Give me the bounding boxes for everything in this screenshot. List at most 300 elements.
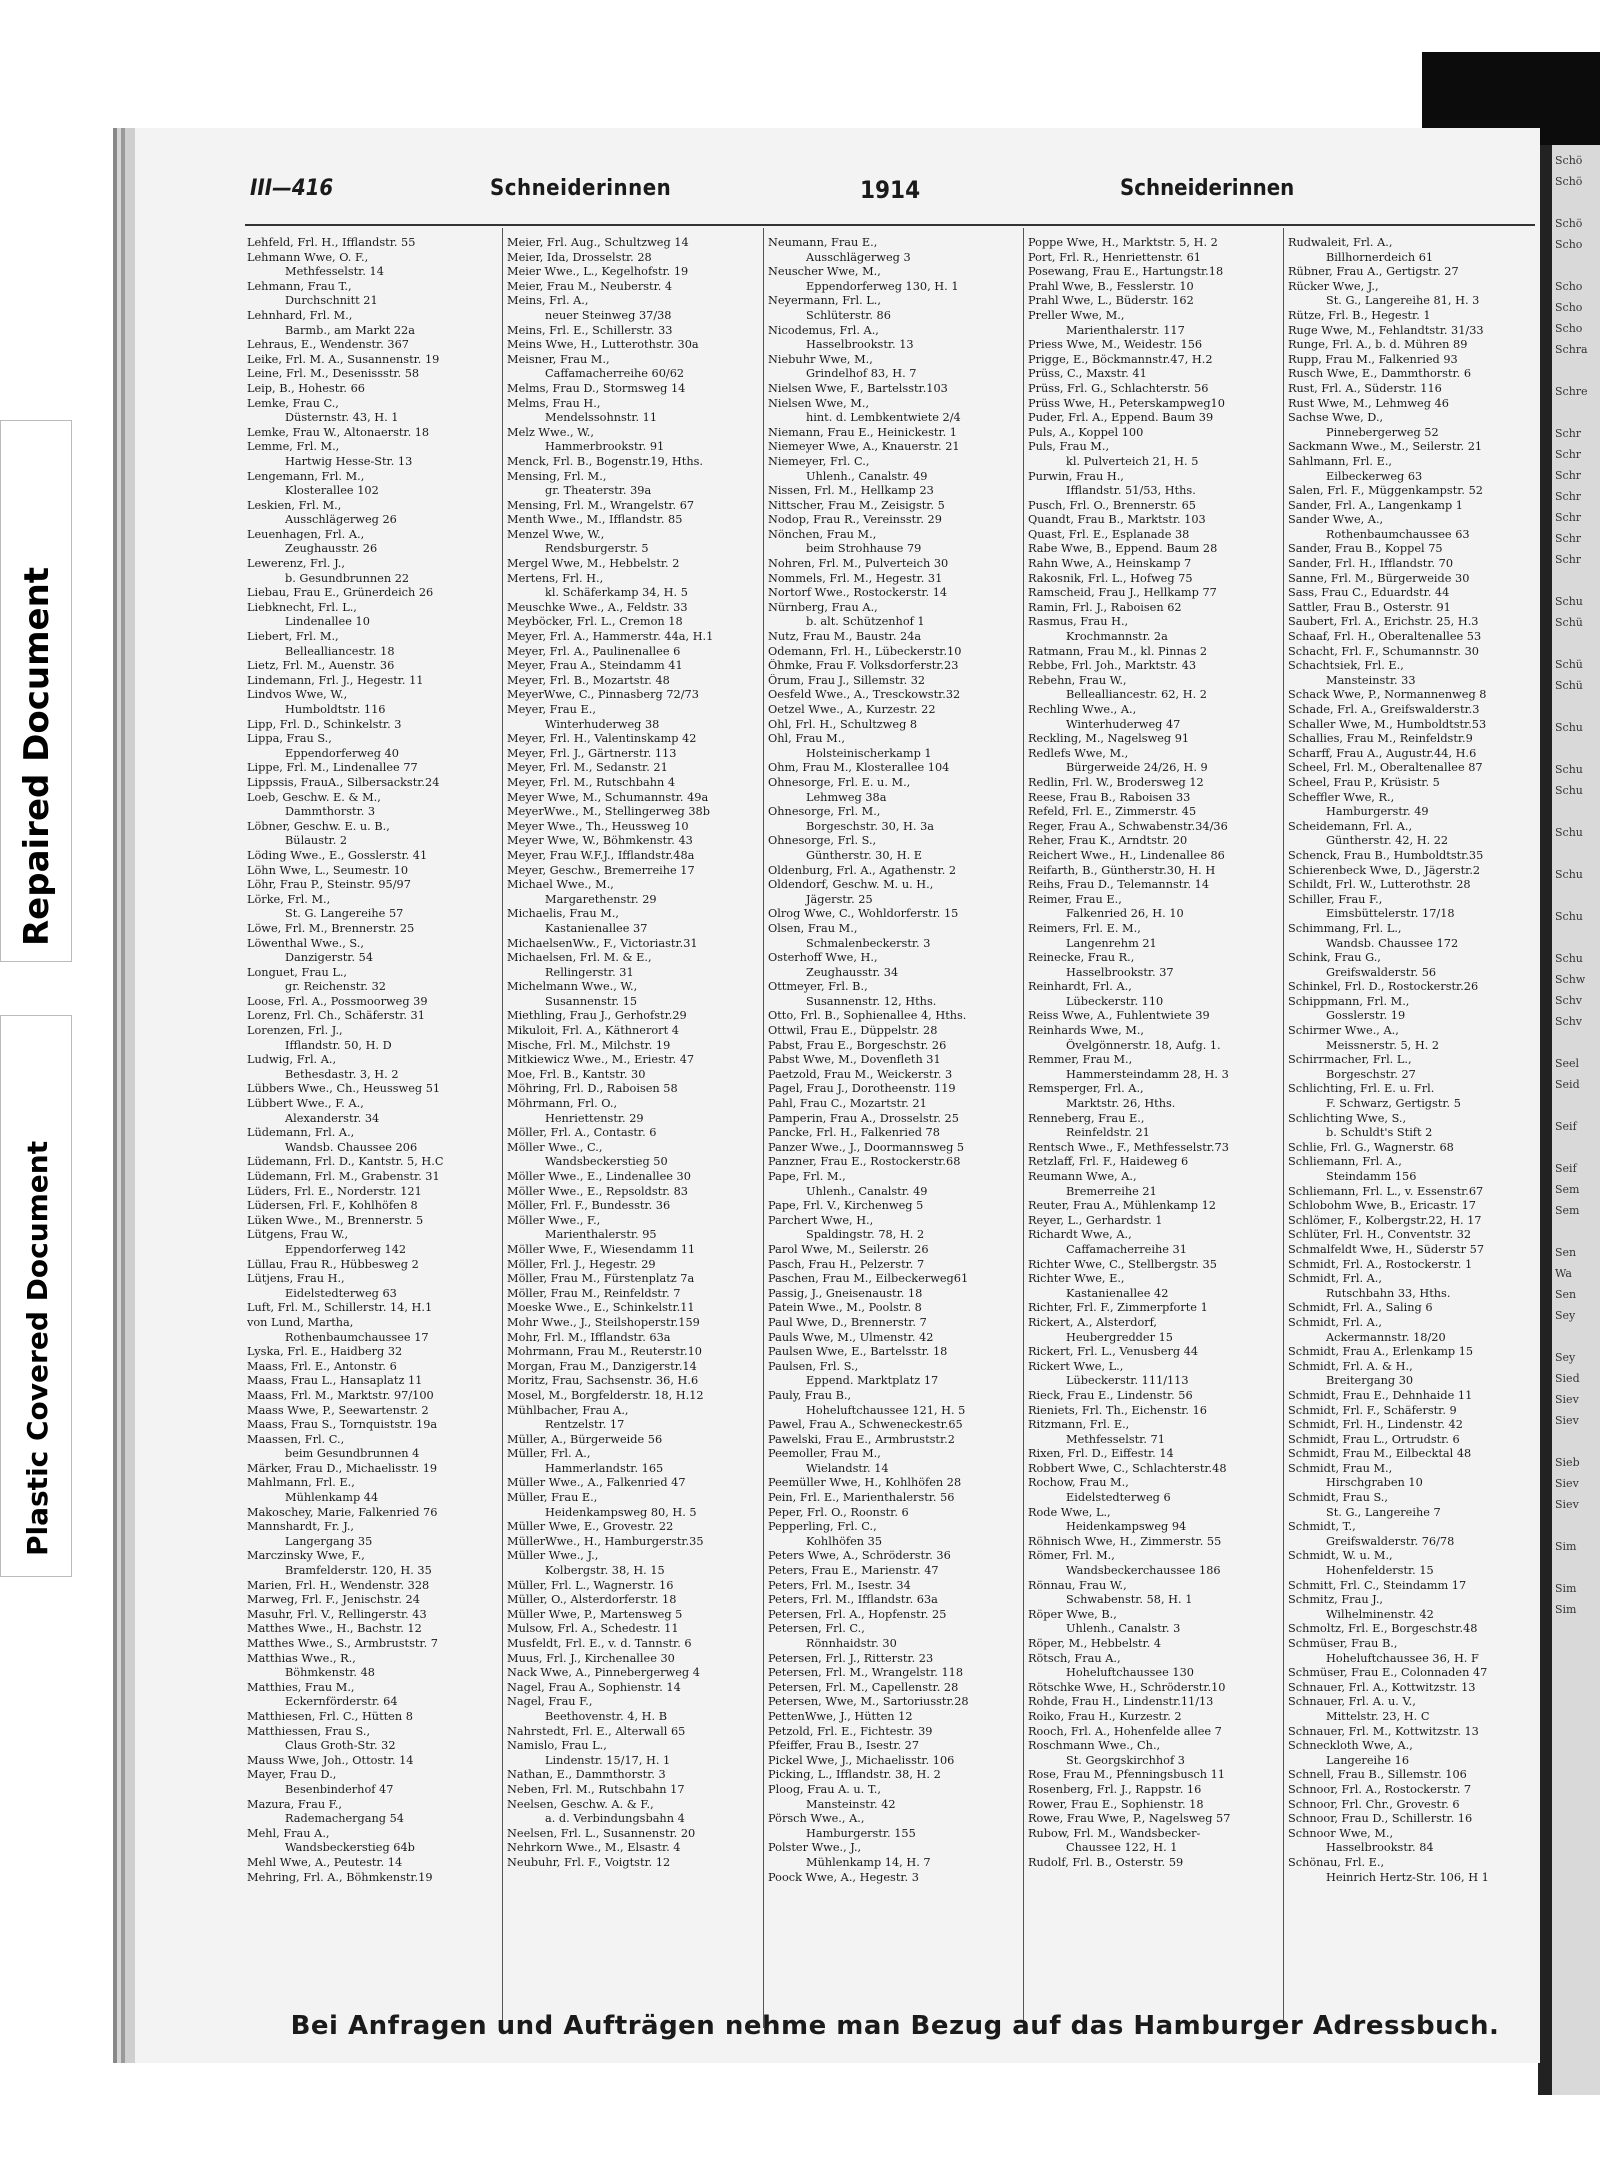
entry-name-line: Osterhoff Wwe, H., — [768, 951, 878, 965]
entry-name-line: Schnoor, Frl. Chr., Grovestr. 6 — [1288, 1797, 1460, 1811]
entry-name-line: Rakosnik, Frl. L., Hofweg 75 — [1028, 571, 1193, 585]
entry-name-line: Retzlaff, Frl. F., Haideweg 6 — [1028, 1155, 1189, 1169]
entry-address-line: Langergang 35 — [285, 1534, 373, 1548]
entry-name-line: Meyer, Frl. J., Gärtnerstr. 113 — [507, 746, 677, 760]
entry-name-line: Lüdemann, Frl. M., Grabenstr. 31 — [247, 1170, 440, 1183]
entry-address-line: Güntherstr. 42, H. 22 — [1326, 834, 1449, 848]
entry-name-line: Mertens, Frl. H., — [507, 571, 604, 585]
entry-name-line: Prüss Wwe, H., Peterskampweg10 — [1028, 396, 1225, 410]
entry-name-line: Reinecke, Frau R., — [1028, 951, 1135, 965]
entry-name-line: Schlie, Frl. G., Wagnerstr. 68 — [1288, 1140, 1454, 1154]
entry-address-line: St. G., Langereihe 7 — [1326, 1505, 1441, 1519]
entry-name-line: Quandt, Frau B., Marktstr. 103 — [1028, 513, 1206, 527]
entry-name-line: Müller, Frl. L., Wagnerstr. 16 — [507, 1578, 674, 1592]
entry-name-line: Schönau, Frl. E., — [1288, 1855, 1385, 1869]
entry-name-line: Schack Wwe, P., Normannenweg 8 — [1288, 688, 1487, 702]
entry-name-line: Schnoor, Frl. A., Rostockerstr. 7 — [1288, 1782, 1472, 1796]
entry-name-line: Meyer, Frl. A., Paulinenallee 6 — [507, 644, 681, 658]
entry-address-line: Spaldingstr. 78, H. 2 — [806, 1228, 925, 1242]
entry-name-line: Rieniets, Frl. Th., Eichenstr. 16 — [1028, 1403, 1207, 1417]
plastic-covered-text: Plastic Covered Document — [21, 1140, 54, 1556]
facing-page-line: Sim — [1555, 1540, 1577, 1553]
entry-name-line: Möhring, Frl. D., Raboisen 58 — [507, 1082, 678, 1096]
entry-name-line: Nürnberg, Frau A., — [768, 600, 878, 614]
entry-name-line: Schnauer, Frl. M., Kottwitzstr. 13 — [1288, 1724, 1479, 1738]
entry-name-line: Schacht, Frl. F., Schumannstr. 30 — [1288, 644, 1479, 658]
facing-page-line — [1555, 927, 1600, 948]
entry-address-line: Danzigerstr. 54 — [285, 951, 374, 965]
entry-address-line: Falkenried 26, H. 10 — [1066, 907, 1184, 921]
entry-name-line: Peters, Frl. M., Isestr. 34 — [768, 1578, 911, 1592]
entry-address-line: Methfesselstr. 14 — [285, 265, 384, 279]
entry-name-line: Schmitz, Frau J., — [1288, 1593, 1384, 1607]
entry-name-line: Reckling, M., Nagelsweg 91 — [1028, 732, 1190, 746]
entry-name-line: Schmidt, Frl. A. & H., — [1288, 1359, 1413, 1373]
directory-column-5 — [1288, 236, 1541, 2031]
facing-page-line — [1555, 1557, 1600, 1578]
entry-name-line: Lippe, Frl. M., Lindenallee 77 — [247, 761, 418, 775]
entry-address-line: St. Georgskirchhof 3 — [1066, 1753, 1185, 1767]
entry-name-line: Rentsch Wwe., F., Methfesselstr.73 — [1028, 1140, 1229, 1154]
entry-name-line: Lehmann Wwe, O. F., — [247, 250, 369, 264]
entry-address-line: Rönnhaidstr. 30 — [806, 1637, 897, 1650]
entry-name-line: Rohde, Frau H., Lindenstr.11/13 — [1028, 1695, 1214, 1709]
entry-name-line: Sahlmann, Frl. E., — [1288, 454, 1393, 468]
entry-name-line: Quast, Frl. E., Esplanade 38 — [1028, 527, 1190, 541]
entry-name-line: Neuscher Wwe, M., — [768, 265, 881, 279]
entry-name-line: Menck, Frl. B., Bogenstr.19, Hths. — [507, 454, 703, 468]
entry-name-line: Sanne, Frl. M., Bürgerweide 30 — [1288, 571, 1470, 585]
facing-page-line: Schu — [1555, 721, 1583, 734]
entry-address-line: Langenrehm 21 — [1066, 936, 1157, 950]
entry-address-line: hint. d. Lembkentwiete 2/4 — [806, 411, 961, 425]
entry-name-line: Richardt Wwe, A., — [1028, 1228, 1132, 1242]
entry-address-line: Barmb., am Markt 22a — [285, 323, 415, 337]
entry-name-line: Röper, M., Hebbelstr. 4 — [1028, 1637, 1162, 1650]
entry-address-line: Wandsb. Chaussee 172 — [1326, 936, 1459, 950]
entry-name-line: Neelsen, Frl. L., Susannenstr. 20 — [507, 1826, 696, 1840]
facing-page-line: Schr — [1555, 448, 1582, 461]
entry-name-line: Möller Wwe., C., — [507, 1140, 603, 1154]
entry-name-line: Nissen, Frl. M., Hellkamp 23 — [768, 484, 934, 498]
entry-address-line: Wandsbeckerstieg 50 — [545, 1155, 668, 1169]
facing-page-line: Schr — [1555, 427, 1582, 440]
entry-name-line: Reinhards Wwe, M., — [1028, 1024, 1145, 1038]
entry-name-line: Menzel Wwe, W., — [507, 527, 605, 541]
facing-page-line: Schu — [1555, 952, 1583, 965]
entry-name-line: Reimers, Frl. E. M., — [1028, 921, 1141, 935]
entry-name-line: Rönnau, Frau W., — [1028, 1578, 1127, 1592]
entry-name-line: Liebert, Frl. M., — [247, 630, 339, 644]
entry-name-line: Schnell, Frau B., Sillemstr. 106 — [1288, 1768, 1467, 1782]
entry-name-line: Schmidt, Frl. A., — [1288, 1272, 1382, 1286]
entry-name-line: Schmidt, Frl. H., Lindenstr. 42 — [1288, 1418, 1463, 1432]
entry-name-line: Schmidt, Frau A., Erlenkamp 15 — [1288, 1345, 1474, 1359]
entry-name-line: Schimmang, Frl. L., — [1288, 921, 1402, 935]
entry-name-line: Schlüter, Frl. H., Conventstr. 32 — [1288, 1228, 1472, 1242]
entry-address-line: Klosterallee 102 — [285, 484, 379, 498]
entry-name-line: Leip, B., Hohestr. 66 — [247, 381, 365, 395]
entry-name-line: Neben, Frl. M., Rutschbahn 17 — [507, 1782, 685, 1796]
entry-name-line: Reichert Wwe., H., Lindenallee 86 — [1028, 848, 1225, 862]
entry-name-line: Masuhr, Frl. V., Rellingerstr. 43 — [247, 1607, 427, 1621]
facing-page-line: Scho — [1555, 322, 1583, 335]
entry-name-line: Schmidt, Frau L., Ortrudstr. 6 — [1288, 1432, 1460, 1446]
entry-address-line: Schwabenstr. 58, H. 1 — [1066, 1593, 1193, 1607]
entry-name-line: Sander, Frau B., Koppel 75 — [1288, 542, 1443, 556]
entry-name-line: Meins, Frl. A., — [507, 294, 589, 308]
entry-name-line: Rubow, Frl. M., Wandsbecker- — [1028, 1826, 1201, 1840]
directory-column-4 — [1028, 236, 1281, 2031]
page-number: III—416 — [250, 176, 334, 201]
entry-name-line: Niemeyer Wwe, A., Knauerstr. 21 — [768, 440, 960, 454]
entry-address-line: St. G., Langereihe 81, H. 3 — [1326, 294, 1480, 308]
page-header — [135, 176, 1540, 212]
entry-address-line: Heubergredder 15 — [1066, 1330, 1173, 1344]
entry-name-line: Ohl, Frau M., — [768, 732, 845, 746]
entry-name-line: Morgan, Frau M., Danzigerstr.14 — [507, 1359, 697, 1373]
facing-page-line: Schö — [1555, 154, 1583, 167]
entry-address-line: Lindenallee 10 — [285, 615, 370, 629]
entry-name-line: Reumann Wwe, A., — [1028, 1170, 1137, 1183]
entry-name-line: Priess Wwe, M., Weidestr. 156 — [1028, 338, 1203, 352]
entry-name-line: Rebehn, Frau W., — [1028, 673, 1127, 687]
entry-name-line: Passig, J., Gneisenaustr. 18 — [768, 1286, 923, 1300]
entry-name-line: Mensing, Frl. M., — [507, 469, 607, 483]
entry-address-line: Hasselbrookstr. 37 — [1066, 965, 1174, 979]
entry-name-line: Paschen, Frau M., Eilbeckerweg61 — [768, 1272, 969, 1286]
entry-name-line: Möller, Frau M., Fürstenplatz 7a — [507, 1272, 695, 1286]
entry-name-line: Schnauer, Frl. A., Kottwitzstr. 13 — [1288, 1680, 1476, 1694]
page-footer: Bei Anfragen und Aufträgen nehme man Bezug auf das Hamburger Adressbuch. — [290, 2011, 1500, 2041]
facing-page-line: Schv — [1555, 1015, 1582, 1028]
entry-address-line: Pinnebergerweg 52 — [1326, 425, 1439, 439]
entry-name-line: Reihs, Frau D., Telemannstr. 14 — [1028, 878, 1210, 892]
entry-name-line: Petersen, Frl. M., Wrangelstr. 118 — [768, 1666, 964, 1680]
entry-name-line: Schachtsiek, Frl. E., — [1288, 659, 1404, 673]
facing-page-line — [1555, 1137, 1600, 1158]
entry-name-line: Odemann, Frl. H., Lübeckerstr.10 — [768, 644, 962, 658]
entry-name-line: Möller, Frl. J., Hegestr. 29 — [507, 1257, 656, 1271]
entry-name-line: Nutz, Frau M., Baustr. 24a — [768, 630, 922, 644]
entry-name-line: Pawelski, Frau E., Armbruststr.2 — [768, 1432, 955, 1446]
entry-name-line: Meyer, Frau W.F.J., Ifflandstr.48a — [507, 848, 695, 862]
entry-name-line: Sander, Frl. H., Ifflandstr. 70 — [1288, 557, 1454, 571]
facing-page-line — [1555, 192, 1600, 213]
entry-address-line: Bellealliancestr. 18 — [285, 644, 395, 658]
entry-name-line: Pawel, Frau A., Schweneckestr.65 — [768, 1418, 963, 1432]
facing-page-line — [1555, 1032, 1600, 1053]
entry-name-line: Niebuhr Wwe, M., — [768, 352, 873, 366]
entry-name-line: Reuter, Frau A., Mühlenkamp 12 — [1028, 1199, 1216, 1213]
entry-address-line: Winterhuderweg 47 — [1066, 717, 1181, 731]
entry-name-line: Rieck, Frau E., Lindenstr. 56 — [1028, 1388, 1193, 1402]
entry-name-line: Lübbers Wwe., Ch., Heussweg 51 — [247, 1082, 441, 1096]
entry-name-line: Longuet, Frau L., — [247, 965, 348, 979]
facing-page-line: Sey — [1555, 1309, 1576, 1322]
entry-address-line: Durchschnitt 21 — [285, 294, 378, 308]
entry-address-line: Wandsb. Chaussee 206 — [285, 1140, 418, 1154]
entry-address-line: Uhlenh., Canalstr. 49 — [806, 469, 928, 483]
entry-name-line: Rasmus, Frau H., — [1028, 615, 1129, 629]
entry-name-line: Mische, Frl. M., Milchstr. 19 — [507, 1038, 671, 1052]
entry-address-line: a. d. Verbindungsbahn 4 — [545, 1812, 685, 1826]
entry-name-line: Richter Wwe, C., Stellbergstr. 35 — [1028, 1257, 1217, 1271]
entry-name-line: Mulsow, Frl. A., Schedestr. 11 — [507, 1622, 679, 1636]
entry-address-line: Rentzelstr. 17 — [545, 1418, 625, 1432]
entry-name-line: Peemoller, Frau M., — [768, 1447, 881, 1461]
entry-name-line: Nicodemus, Frl. A., — [768, 323, 879, 337]
entry-name-line: Paulsen, Frl. S., — [768, 1359, 859, 1373]
entry-address-line: Borgeschstr. 27 — [1326, 1067, 1416, 1081]
repaired-document-text: Repaired Document — [17, 566, 57, 946]
facing-page-line — [1555, 1515, 1600, 1536]
entry-name-line: Ottwil, Frau E., Düppelstr. 28 — [768, 1024, 938, 1038]
entry-address-line: Marktstr. 26, Hths. — [1066, 1097, 1176, 1111]
entry-address-line: Eppendorferweg 40 — [285, 746, 399, 760]
entry-name-line: Mohrmann, Frau M., Reuterstr.10 — [507, 1345, 702, 1359]
entry-name-line: Möller, Frl. F., Bundesstr. 36 — [507, 1199, 671, 1213]
entry-name-line: Musfeldt, Frl. E., v. d. Tannstr. 6 — [507, 1637, 692, 1650]
entry-address-line: Rellingerstr. 31 — [545, 965, 634, 979]
entry-name-line: Rixen, Frl. D., Eiffestr. 14 — [1028, 1447, 1174, 1461]
entry-name-line: Lörke, Frl. M., — [247, 892, 331, 906]
entry-address-line: Hasselbrookstr. 84 — [1326, 1841, 1434, 1855]
entry-name-line: Schirrmacher, Frl. L., — [1288, 1053, 1412, 1067]
entry-name-line: Leine, Frl. M., Desenissstr. 58 — [247, 367, 420, 381]
entry-address-line: Hamburgerstr. 155 — [806, 1826, 916, 1840]
entry-address-line: Bethesdastr. 3, H. 2 — [285, 1067, 399, 1081]
entry-name-line: Maass Wwe, P., Seewartenstr. 2 — [247, 1403, 429, 1417]
entry-name-line: Lüdersen, Frl. F., Kohlhöfen 8 — [247, 1199, 418, 1213]
entry-name-line: Scheidemann, Frl. A., — [1288, 819, 1413, 833]
entry-address-line: Claus Groth-Str. 32 — [285, 1739, 396, 1753]
entry-name-line: Meier, Frau M., Neuberstr. 4 — [507, 279, 673, 293]
facing-page-line: Seif — [1555, 1120, 1577, 1133]
entry-name-line: Lindvos Wwe, W., — [247, 688, 348, 702]
entry-name-line: Rower, Frau E., Sophienstr. 18 — [1028, 1797, 1204, 1811]
facing-page-line: Wa — [1555, 1267, 1572, 1280]
entry-name-line: Schmidt, Frl. A., — [1288, 1315, 1382, 1329]
entry-name-line: Pusch, Frl. O., Brennerstr. 65 — [1028, 498, 1196, 512]
entry-name-line: Nahrstedt, Frl. E., Alterwall 65 — [507, 1724, 686, 1738]
entry-address-line: Mittelstr. 23, H. C — [1326, 1709, 1430, 1723]
entry-name-line: Löwenthal Wwe., S., — [247, 936, 364, 950]
entry-address-line: Eidelstedterweg 6 — [1066, 1491, 1171, 1505]
facing-page-line: Seif — [1555, 1162, 1577, 1175]
entry-name-line: Pfeiffer, Frau B., Isestr. 27 — [768, 1739, 920, 1753]
entry-address-line: Rademachergang 54 — [285, 1812, 404, 1826]
entry-name-line: Maass, Frau L., Hansaplatz 11 — [247, 1374, 423, 1388]
entry-name-line: Rust Wwe, M., Lehmweg 46 — [1288, 396, 1449, 410]
facing-page-line: Schr — [1555, 490, 1582, 503]
entry-name-line: Miethling, Frau J., Gerhofstr.29 — [507, 1009, 687, 1023]
entry-name-line: Maass, Frl. M., Marktstr. 97/100 — [247, 1388, 434, 1402]
entry-address-line: Zeughausstr. 26 — [285, 542, 378, 556]
entry-name-line: Rooch, Frl. A., Hohenfelde allee 7 — [1028, 1724, 1222, 1738]
entry-address-line: Ausschlägerweg 26 — [285, 513, 397, 527]
entry-name-line: Schmidt, W. u. M., — [1288, 1549, 1393, 1563]
entry-name-line: Lorenz, Frl. Ch., Schäferstr. 31 — [247, 1009, 425, 1023]
entry-address-line: Greifswalderstr. 76/78 — [1326, 1534, 1455, 1548]
entry-name-line: Sackmann Wwe., M., Seilerstr. 21 — [1288, 440, 1483, 454]
entry-name-line: Rowe, Frau Wwe, P., Nagelsweg 57 — [1028, 1812, 1231, 1826]
entry-name-line: Lemme, Frl. M., — [247, 440, 340, 454]
entry-name-line: Nönchen, Frau M., — [768, 527, 877, 541]
entry-name-line: Otto, Frl. B., Sophienallee 4, Hths. — [768, 1009, 967, 1023]
facing-page-line — [1555, 633, 1600, 654]
entry-name-line: Mauss Wwe, Joh., Ottostr. 14 — [247, 1753, 414, 1767]
facing-page-line: Schr — [1555, 511, 1582, 524]
entry-address-line: b. Gesundbrunnen 22 — [285, 571, 410, 585]
entry-name-line: Schmidt, Frau S., — [1288, 1491, 1388, 1505]
entry-name-line: Lüdemann, Frl. D., Kantstr. 5, H.C — [247, 1155, 444, 1169]
entry-name-line: Marien, Frl. H., Wendenstr. 328 — [247, 1578, 430, 1592]
entry-name-line: Pancke, Frl. H., Falkenried 78 — [768, 1126, 940, 1140]
entry-name-line: Schmüser, Frau B., — [1288, 1637, 1398, 1650]
entry-name-line: Oldendorf, Geschw. M. u. H., — [768, 878, 934, 892]
entry-address-line: Hamburgerstr. 49 — [1326, 805, 1429, 819]
entry-name-line: Lippa, Frau S., — [247, 732, 332, 746]
entry-name-line: Petersen, Frl. A., Hopfenstr. 25 — [768, 1607, 947, 1621]
entry-name-line: Michaelis, Frau M., — [507, 907, 619, 921]
entry-address-line: Billhornerdeich 61 — [1326, 250, 1434, 264]
entry-name-line: Möller Wwe., F., — [507, 1213, 601, 1227]
entry-name-line: Mahlmann, Frl. E., — [247, 1476, 355, 1490]
entry-name-line: Port, Frl. R., Henriettenstr. 61 — [1028, 250, 1201, 264]
entry-name-line: von Lund, Martha, — [247, 1315, 354, 1329]
entry-name-line: Sachse Wwe, D., — [1288, 411, 1384, 425]
entry-name-line: Schlömer, F., Kolbergstr.22, H. 17 — [1288, 1213, 1482, 1227]
entry-name-line: Meisner, Frau M., — [507, 352, 610, 366]
entry-address-line: Humboldtstr. 116 — [285, 703, 386, 716]
year-title: 1914 — [860, 176, 921, 204]
entry-name-line: Mazura, Frau F., — [247, 1797, 342, 1811]
entry-address-line: Mühlenkamp 14, H. 7 — [806, 1855, 931, 1869]
entry-name-line: Müller, A., Bürgerweide 56 — [507, 1432, 663, 1446]
column-divider — [1283, 228, 1284, 2028]
entry-name-line: Leskien, Frl. M., — [247, 498, 342, 512]
entry-address-line: Besenbinderhof 47 — [285, 1782, 394, 1796]
entry-name-line: Rütze, Frl. B., Hegestr. 1 — [1288, 308, 1431, 322]
entry-address-line: Greifswalderstr. 56 — [1326, 965, 1437, 979]
entry-name-line: Schlichting Wwe, S., — [1288, 1111, 1407, 1125]
facing-page-line: Schü — [1555, 658, 1583, 671]
entry-name-line: Pabst Wwe, M., Dovenfleth 31 — [768, 1053, 941, 1067]
entry-name-line: Marczinsky Wwe, F., — [247, 1549, 365, 1563]
facing-page-line: Schre — [1555, 385, 1588, 398]
entry-address-line: kl. Schäferkamp 34, H. 5 — [545, 586, 688, 600]
facing-page-line: Siev — [1555, 1414, 1579, 1427]
entry-name-line: Rudwaleit, Frl. A., — [1288, 236, 1393, 249]
entry-name-line: Rücker Wwe, J., — [1288, 279, 1379, 293]
entry-name-line: Löhn Wwe, L., Seumestr. 10 — [247, 863, 409, 877]
entry-name-line: Ludwig, Frl. A., — [247, 1053, 337, 1067]
entry-name-line: Peters, Frau E., Marienstr. 47 — [768, 1564, 939, 1578]
entry-name-line: Nielsen Wwe, F., Bartelsstr.103 — [768, 381, 948, 395]
entry-address-line: Rothenbaumchaussee 63 — [1326, 527, 1470, 541]
entry-address-line: Heidenkampsweg 94 — [1066, 1520, 1187, 1534]
entry-name-line: Melms, Frau D., Stormsweg 14 — [507, 381, 686, 395]
entry-name-line: Peemüller Wwe, H., Kohlhöfen 28 — [768, 1476, 962, 1490]
entry-address-line: beim Strohhause 79 — [806, 542, 922, 556]
entry-name-line: Pepperling, Frl. C., — [768, 1520, 877, 1534]
entry-name-line: Puls, A., Koppel 100 — [1028, 425, 1144, 439]
entry-name-line: Michaelsen, Frl. M. & E., — [507, 951, 652, 965]
entry-name-line: Panzer Wwe., J., Doormannsweg 5 — [768, 1140, 965, 1154]
entry-name-line: Schnoor, Frau D., Schillerstr. 16 — [1288, 1812, 1473, 1826]
entry-address-line: Uhlenh., Canalstr. 3 — [1066, 1622, 1181, 1636]
facing-page-line: Sen — [1555, 1288, 1577, 1301]
entry-name-line: Meyer, Frl. B., Mozartstr. 48 — [507, 673, 670, 687]
entry-address-line: Wilhelminenstr. 42 — [1326, 1607, 1434, 1621]
entry-address-line: Böhmkenstr. 48 — [285, 1666, 375, 1680]
entry-address-line: Susannenstr. 15 — [545, 994, 638, 1008]
facing-page-line — [1555, 1326, 1600, 1347]
entry-name-line: Mühlbacher, Frau A., — [507, 1403, 629, 1417]
entry-address-line: Eidelstedterweg 63 — [285, 1286, 397, 1300]
entry-address-line: Lindenstr. 15/17, H. 1 — [545, 1753, 671, 1767]
entry-name-line: Mehl Wwe, A., Peutestr. 14 — [247, 1855, 403, 1869]
entry-address-line: Hammerlandstr. 165 — [545, 1461, 664, 1475]
entry-address-line: Bellealliancestr. 62, H. 2 — [1066, 688, 1207, 702]
entry-name-line: Paul Wwe, D., Brennerstr. 7 — [768, 1315, 927, 1329]
entry-name-line: Pauly, Frau B., — [768, 1388, 852, 1402]
entry-name-line: Ottmeyer, Frl. B., — [768, 980, 868, 994]
entry-name-line: Matthes Wwe., S., Armbruststr. 7 — [247, 1637, 438, 1650]
entry-name-line: Reyer, L., Gerhardstr. 1 — [1028, 1213, 1163, 1227]
entry-address-line: Wandsbeckerchaussee 186 — [1066, 1564, 1221, 1578]
facing-page-line: Schu — [1555, 826, 1583, 839]
entry-name-line: Rose, Frau M., Pfenningsbusch 11 — [1028, 1768, 1225, 1782]
entry-name-line: Neumann, Frau E., — [768, 236, 878, 249]
entry-name-line: Redlefs Wwe, M., — [1028, 746, 1129, 760]
entry-address-line: Eckernförderstr. 64 — [285, 1695, 398, 1709]
entry-name-line: Scheel, Frl. M., Oberaltenallee 87 — [1288, 761, 1483, 775]
entry-name-line: Reinhardt, Frl. A., — [1028, 980, 1132, 994]
entry-name-line: Schnauer, Frl. A. u. V., — [1288, 1695, 1416, 1709]
entry-name-line: Meyer, Frl. M., Rutschbahn 4 — [507, 775, 676, 789]
entry-name-line: Maass, Frl. E., Antonstr. 6 — [247, 1359, 397, 1373]
facing-page-line — [1555, 1095, 1600, 1116]
entry-name-line: Salen, Frl. F., Müggenkampstr. 52 — [1288, 484, 1483, 498]
entry-address-line: Bülaustr. 2 — [285, 834, 348, 848]
entry-name-line: Rahn Wwe, A., Heinskamp 7 — [1028, 557, 1192, 571]
facing-page-line: Schw — [1555, 973, 1586, 986]
entry-address-line: Ifflandstr. 51/53, Hths. — [1066, 484, 1196, 498]
entry-address-line: Marienthalerstr. 95 — [545, 1228, 657, 1242]
entry-name-line: Rode Wwe, L., — [1028, 1505, 1111, 1519]
facing-page-line: Schr — [1555, 469, 1582, 482]
entry-name-line: Müller Wwe., A., Falkenried 47 — [507, 1476, 686, 1490]
column-divider — [763, 228, 764, 2028]
entry-name-line: Prahl Wwe, L., Büderstr. 162 — [1028, 294, 1194, 308]
entry-name-line: Römer, Frl. M., — [1028, 1549, 1115, 1563]
facing-page-line: Seid — [1555, 1078, 1580, 1091]
facing-page-line: Sim — [1555, 1582, 1577, 1595]
facing-page-fragment — [1555, 150, 1600, 2050]
entry-name-line: Meins Wwe, H., Lutterothstr. 30a — [507, 338, 699, 352]
entry-name-line: Schlichting, Frl. E. u. Frl. — [1288, 1082, 1435, 1096]
entry-address-line: Hoheluftchaussee 121, H. 5 — [806, 1403, 966, 1417]
entry-name-line: Rupp, Frau M., Falkenried 93 — [1288, 352, 1458, 366]
entry-name-line: Rötsch, Frau A., — [1028, 1651, 1121, 1665]
entry-name-line: Richter Wwe, E., — [1028, 1272, 1125, 1286]
entry-address-line: F. Schwarz, Gertigstr. 5 — [1326, 1097, 1461, 1111]
facing-page-line: Sieb — [1555, 1456, 1580, 1469]
entry-name-line: Nagel, Frau F., — [507, 1695, 593, 1709]
facing-page-line: Seel — [1555, 1057, 1580, 1070]
